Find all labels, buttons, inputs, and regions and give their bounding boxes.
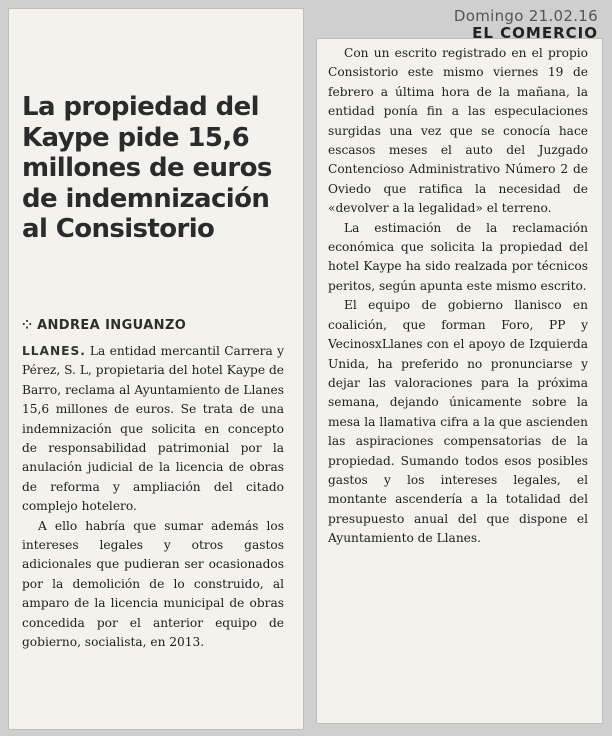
article-paragraph: A ello habría que sumar además los intereses legales y otros gastos adicionales que pudieran ser ocasionados por la demolición de lo construido, al amparo de la licencia municipal de obras concedida por el anterior equipo de gobierno, socialista, en 2013.: [22, 518, 284, 650]
headline: La propiedad del Kaype pide 15,6 millones de euros de indemnización al Consistorio: [22, 92, 272, 244]
author-name: ANDREA INGUANZO: [37, 318, 187, 333]
newspaper-name: EL COMERCIO: [472, 24, 598, 43]
article-paragraph: LLANES. La entidad mercantil Carrera y Pérez, S. L, propietaria del hotel Kaype de Barro, reclama al Ayuntamiento de Llanes 15,6 millones de euros. Se trata de una indemnización que solicita en concepto de responsabilidad patrimonial por la anulación judicial de la licencia de obras de reforma y ampliación del citado complejo hotelero.: [22, 344, 284, 514]
dateline: [454, 8, 598, 43]
byline-bullet-icon: ⁘: [22, 318, 32, 332]
right-column-text: [328, 44, 588, 549]
article-paragraph: El equipo de gobierno llanisco en coalición, que forman Foro, PP y VecinosxLlanes con el apoyo de Izquierda Unida, ha preferido no pronunciarse y dejar las valoraciones para la próxima semana, dejando únicamente sobre la mesa la llamativa cifra a la que ascienden las aspiraciones compensatorias de la propiedad. Sumando todos esos posibles gastos y los intereses legales, el montante ascendería a la totalidad del presupuesto anual del que dispone el Ayuntamiento de Llanes.: [328, 298, 588, 546]
byline: [22, 318, 186, 333]
article-paragraph: La estimación de la reclamación económica que solicita la propiedad del hotel Kaype ha sido realzada por técnicos peritos, según apunta este mismo escrito.: [328, 220, 588, 293]
location-lead: LLANES.: [22, 344, 86, 358]
publication-date: Domingo 21.02.16: [453, 7, 598, 25]
left-column-text: [22, 342, 284, 653]
article-paragraph: Con un escrito registrado en el propio Consistorio este mismo viernes 19 de febrero a última hora de la mañana, la entidad ponía fin a las especulaciones surgidas una vez que se conocía hace escasos meses el auto del Juzgado Contencioso Administrativo Número 2 de Oviedo que ratifica la necesidad de «devolver a la legalidad» el terreno.: [328, 46, 588, 216]
